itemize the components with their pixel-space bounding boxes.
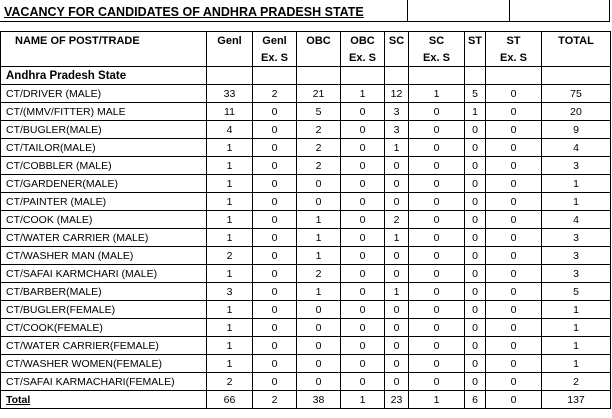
- table-cell: 0: [385, 247, 409, 265]
- table-cell: 0: [465, 247, 486, 265]
- table-cell: 1: [207, 193, 253, 211]
- table-cell: 1: [297, 229, 341, 247]
- table-cell: 0: [486, 265, 542, 283]
- table-row: [1, 337, 611, 355]
- table-cell: 0: [486, 301, 542, 319]
- post-name: CT/WATER CARRIER (MALE): [1, 229, 207, 247]
- table-cell: 0: [409, 229, 465, 247]
- table-cell: [385, 67, 409, 85]
- table-cell: 0: [297, 337, 341, 355]
- table-cell: 0: [341, 319, 385, 337]
- table-cell: 0: [385, 373, 409, 391]
- table-row: [1, 193, 611, 211]
- table-cell: 4: [207, 121, 253, 139]
- post-name: CT/BUGLER(MALE): [1, 121, 207, 139]
- table-cell: 0: [385, 175, 409, 193]
- table-cell: 0: [486, 193, 542, 211]
- header-row: [1, 32, 611, 50]
- table-cell: 1: [542, 337, 611, 355]
- table-cell: 2: [207, 373, 253, 391]
- total-row: [1, 391, 611, 409]
- table-cell: 0: [297, 193, 341, 211]
- table-cell: [297, 67, 341, 85]
- table-cell: 1: [207, 229, 253, 247]
- table-cell: 0: [341, 247, 385, 265]
- table-cell: 1: [207, 175, 253, 193]
- post-name: CT/SAFAI KARMCHARI (MALE): [1, 265, 207, 283]
- table-cell: 0: [409, 337, 465, 355]
- post-name: CT/WASHER MAN (MALE): [1, 247, 207, 265]
- table-cell: 1: [542, 193, 611, 211]
- table-cell: 20: [542, 103, 611, 121]
- post-name: CT/TAILOR(MALE): [1, 139, 207, 157]
- table-cell: 3: [385, 103, 409, 121]
- post-name: CT/BUGLER(FEMALE): [1, 301, 207, 319]
- table-cell: 1: [385, 229, 409, 247]
- column-header: Ex. S: [486, 49, 542, 67]
- table-cell: 1: [385, 139, 409, 157]
- table-cell: 1: [385, 283, 409, 301]
- table-cell: 0: [409, 121, 465, 139]
- table-cell: 0: [253, 265, 297, 283]
- column-header: ST: [486, 32, 542, 50]
- table-cell: 1: [542, 319, 611, 337]
- table-row: [1, 373, 611, 391]
- table-cell: 0: [486, 247, 542, 265]
- table-row: [1, 247, 611, 265]
- table-cell: 0: [385, 265, 409, 283]
- table-cell: 0: [409, 319, 465, 337]
- table-row: [1, 121, 611, 139]
- table-cell: 1: [207, 157, 253, 175]
- column-header: OBC: [297, 32, 341, 50]
- table-cell: 0: [465, 121, 486, 139]
- table-cell: 1: [207, 337, 253, 355]
- total-cell: 23: [385, 391, 409, 409]
- table-cell: 5: [297, 103, 341, 121]
- top-divider: [0, 21, 610, 22]
- table-cell: 3: [207, 283, 253, 301]
- table-cell: 0: [253, 103, 297, 121]
- table-cell: 1: [207, 319, 253, 337]
- table-cell: 0: [341, 355, 385, 373]
- table-cell: 0: [486, 157, 542, 175]
- column-header: OBC: [341, 32, 385, 50]
- table-cell: 2: [297, 121, 341, 139]
- post-name: CT/COBBLER (MALE): [1, 157, 207, 175]
- table-cell: 0: [253, 193, 297, 211]
- table-cell: [465, 67, 486, 85]
- table-cell: 3: [542, 157, 611, 175]
- table-cell: 0: [409, 265, 465, 283]
- table-cell: 0: [465, 265, 486, 283]
- table-cell: 0: [486, 355, 542, 373]
- table-cell: 0: [297, 319, 341, 337]
- table-cell: 5: [542, 283, 611, 301]
- table-cell: 2: [297, 139, 341, 157]
- table-cell: 0: [465, 229, 486, 247]
- post-name: CT/WASHER WOMEN(FEMALE): [1, 355, 207, 373]
- table-cell: 0: [409, 103, 465, 121]
- post-name: CT/PAINTER (MALE): [1, 193, 207, 211]
- table-cell: 0: [341, 175, 385, 193]
- table-cell: 0: [409, 175, 465, 193]
- table-cell: 0: [297, 373, 341, 391]
- total-cell: 66: [207, 391, 253, 409]
- table-cell: 0: [253, 283, 297, 301]
- table-cell: 0: [341, 373, 385, 391]
- table-cell: 12: [385, 85, 409, 103]
- table-cell: [542, 67, 611, 85]
- total-cell: 6: [465, 391, 486, 409]
- table-cell: 0: [486, 229, 542, 247]
- table-row: [1, 211, 611, 229]
- table-cell: [486, 67, 542, 85]
- table-row: [1, 355, 611, 373]
- table-row: [1, 175, 611, 193]
- column-header: [297, 49, 341, 67]
- table-cell: 2: [207, 247, 253, 265]
- column-divider: [509, 0, 510, 21]
- table-cell: 5: [465, 85, 486, 103]
- table-cell: 0: [486, 139, 542, 157]
- table-cell: 0: [409, 283, 465, 301]
- table-cell: [341, 67, 385, 85]
- table-cell: 0: [385, 301, 409, 319]
- column-header: [542, 49, 611, 67]
- table-cell: 2: [253, 85, 297, 103]
- table-cell: 0: [341, 301, 385, 319]
- total-cell: 1: [341, 391, 385, 409]
- table-cell: 0: [465, 373, 486, 391]
- table-cell: 1: [542, 355, 611, 373]
- table-cell: 2: [297, 157, 341, 175]
- table-cell: 1: [465, 103, 486, 121]
- table-cell: 0: [253, 301, 297, 319]
- table-cell: 0: [253, 175, 297, 193]
- table-cell: 3: [542, 265, 611, 283]
- table-cell: 0: [486, 175, 542, 193]
- table-cell: 0: [253, 319, 297, 337]
- table-row: [1, 157, 611, 175]
- table-cell: 0: [341, 265, 385, 283]
- table-cell: 3: [385, 121, 409, 139]
- table-cell: [207, 67, 253, 85]
- table-cell: 0: [409, 301, 465, 319]
- column-header: Genl: [253, 32, 297, 50]
- table-cell: 0: [409, 355, 465, 373]
- table-cell: 0: [486, 103, 542, 121]
- table-cell: 0: [341, 103, 385, 121]
- table-cell: 4: [542, 211, 611, 229]
- table-row: [1, 85, 611, 103]
- table-cell: 0: [341, 211, 385, 229]
- table-cell: 2: [297, 265, 341, 283]
- table-cell: 0: [409, 139, 465, 157]
- total-cell: 0: [486, 391, 542, 409]
- post-name: CT/GARDENER(MALE): [1, 175, 207, 193]
- column-header: SC: [409, 32, 465, 50]
- column-header: NAME OF POST/TRADE: [1, 32, 207, 50]
- table-cell: 0: [297, 355, 341, 373]
- vacancy-table: [0, 31, 611, 409]
- table-cell: 0: [253, 247, 297, 265]
- table-cell: 0: [486, 85, 542, 103]
- table-cell: 75: [542, 85, 611, 103]
- post-name: CT/WATER CARRIER(FEMALE): [1, 337, 207, 355]
- table-cell: 0: [253, 121, 297, 139]
- table-cell: 0: [253, 157, 297, 175]
- table-cell: [253, 67, 297, 85]
- table-cell: 0: [409, 211, 465, 229]
- table-row: [1, 265, 611, 283]
- section-row: [1, 67, 611, 85]
- header-row: [1, 49, 611, 67]
- table-cell: 1: [409, 85, 465, 103]
- table-cell: 0: [465, 301, 486, 319]
- table-row: [1, 103, 611, 121]
- table-cell: 0: [465, 211, 486, 229]
- table-cell: 1: [297, 283, 341, 301]
- table-cell: 1: [297, 211, 341, 229]
- table-cell: 0: [465, 193, 486, 211]
- total-label: Total: [1, 391, 207, 409]
- table-cell: 1: [297, 247, 341, 265]
- table-cell: 2: [385, 211, 409, 229]
- table-cell: 0: [465, 139, 486, 157]
- table-cell: [409, 67, 465, 85]
- table-cell: 0: [253, 337, 297, 355]
- table-cell: 0: [253, 373, 297, 391]
- table-cell: 0: [385, 193, 409, 211]
- table-cell: 0: [253, 211, 297, 229]
- table-cell: 0: [341, 283, 385, 301]
- post-name: CT/COOK (MALE): [1, 211, 207, 229]
- column-header: [207, 49, 253, 67]
- table-cell: 4: [542, 139, 611, 157]
- total-cell: 2: [253, 391, 297, 409]
- total-cell: 137: [542, 391, 611, 409]
- table-cell: 0: [253, 139, 297, 157]
- table-cell: 0: [341, 337, 385, 355]
- table-cell: 3: [542, 247, 611, 265]
- column-header: Ex. S: [341, 49, 385, 67]
- table-cell: 1: [542, 301, 611, 319]
- table-cell: 1: [207, 139, 253, 157]
- table-cell: 11: [207, 103, 253, 121]
- table-cell: 0: [409, 247, 465, 265]
- table-cell: 0: [253, 229, 297, 247]
- table-cell: 0: [409, 373, 465, 391]
- table-cell: 0: [486, 337, 542, 355]
- table-cell: 0: [341, 229, 385, 247]
- column-header: SC: [385, 32, 409, 50]
- table-cell: 0: [465, 355, 486, 373]
- table-cell: 0: [486, 211, 542, 229]
- column-header: Ex. S: [409, 49, 465, 67]
- table-cell: 0: [385, 157, 409, 175]
- table-cell: 0: [341, 139, 385, 157]
- post-name: CT/SAFAI KARMACHARI(FEMALE): [1, 373, 207, 391]
- column-header: TOTAL: [542, 32, 611, 50]
- table-cell: 0: [465, 319, 486, 337]
- table-cell: 2: [542, 373, 611, 391]
- table-cell: 9: [542, 121, 611, 139]
- table-cell: 1: [207, 265, 253, 283]
- post-name: CT/BARBER(MALE): [1, 283, 207, 301]
- table-cell: 0: [486, 283, 542, 301]
- table-cell: 0: [341, 121, 385, 139]
- column-divider: [407, 0, 408, 21]
- table-cell: 0: [297, 301, 341, 319]
- column-header: [1, 49, 207, 67]
- table-cell: 1: [341, 85, 385, 103]
- post-name: CT/DRIVER (MALE): [1, 85, 207, 103]
- page-title: VACANCY FOR CANDIDATES OF ANDHRA PRADESH STATE: [4, 5, 364, 19]
- post-name: CT/COOK(FEMALE): [1, 319, 207, 337]
- table-row: [1, 283, 611, 301]
- table-cell: 0: [465, 337, 486, 355]
- table-cell: 0: [465, 157, 486, 175]
- table-cell: 0: [465, 283, 486, 301]
- table-cell: 1: [542, 175, 611, 193]
- table-cell: 21: [297, 85, 341, 103]
- table-cell: 0: [409, 157, 465, 175]
- total-cell: 1: [409, 391, 465, 409]
- table-cell: 0: [486, 373, 542, 391]
- table-cell: 0: [465, 175, 486, 193]
- column-header: Genl: [207, 32, 253, 50]
- table-cell: 0: [341, 157, 385, 175]
- column-header: [385, 49, 409, 67]
- section-label: Andhra Pradesh State: [1, 67, 207, 85]
- table-cell: 0: [385, 319, 409, 337]
- table-cell: 0: [253, 355, 297, 373]
- table-cell: 1: [207, 301, 253, 319]
- table-cell: 1: [207, 211, 253, 229]
- column-header: [465, 49, 486, 67]
- table-cell: 33: [207, 85, 253, 103]
- column-header: ST: [465, 32, 486, 50]
- table-row: [1, 319, 611, 337]
- table-cell: 0: [341, 193, 385, 211]
- table-cell: 0: [486, 319, 542, 337]
- total-cell: 38: [297, 391, 341, 409]
- table-cell: 0: [409, 193, 465, 211]
- table-cell: 0: [385, 355, 409, 373]
- table-cell: 0: [385, 337, 409, 355]
- table-row: [1, 229, 611, 247]
- post-name: CT/(MMV/FITTER) MALE: [1, 103, 207, 121]
- table-row: [1, 139, 611, 157]
- table-cell: 0: [486, 121, 542, 139]
- table-cell: 3: [542, 229, 611, 247]
- table-row: [1, 301, 611, 319]
- column-header: Ex. S: [253, 49, 297, 67]
- table-cell: 0: [297, 175, 341, 193]
- column-divider: [609, 0, 610, 21]
- table-cell: 1: [207, 355, 253, 373]
